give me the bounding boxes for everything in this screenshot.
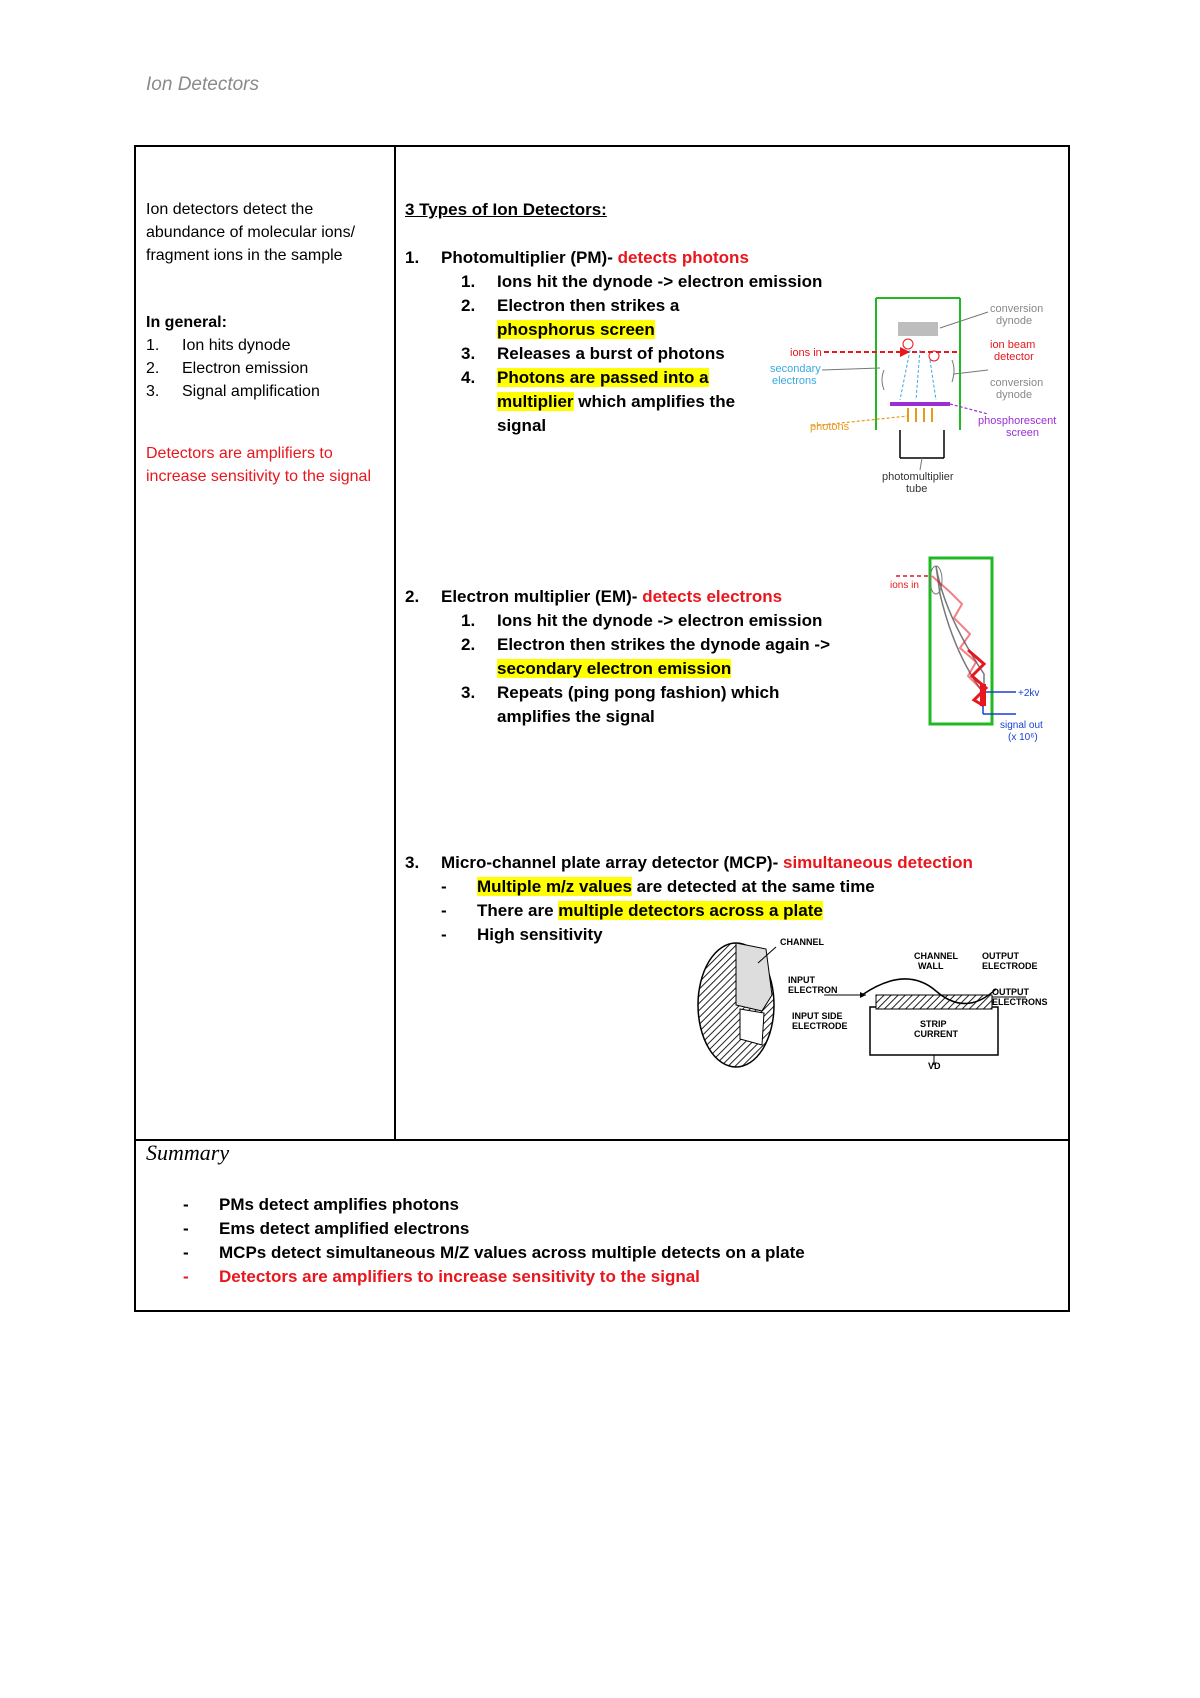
general-step bbox=[146, 334, 320, 357]
step-text: amplifies the signal bbox=[497, 707, 655, 726]
step-number: 2. bbox=[461, 296, 476, 315]
label-ion-beam: ion beam bbox=[990, 339, 1036, 351]
bullet-text: There are bbox=[477, 901, 559, 920]
label-conversion-dynode-top-2: dynode bbox=[996, 315, 1033, 327]
summary-text: Detectors are amplifiers to increase sensitivity to the signal bbox=[219, 1267, 700, 1286]
mcp-section bbox=[405, 851, 973, 947]
label-output-2: OUTPUT bbox=[992, 987, 1029, 997]
bullet-text: are detected at the same time bbox=[631, 877, 875, 896]
label-ions-in: ions in bbox=[790, 347, 822, 359]
bullet-dash: - bbox=[183, 1267, 189, 1286]
general-section bbox=[146, 311, 320, 403]
bullet-dash: - bbox=[183, 1219, 189, 1238]
step-text: which amplifies the bbox=[573, 392, 736, 411]
summary-text: PMs detect amplifies photons bbox=[219, 1195, 459, 1214]
em-title bbox=[405, 585, 830, 609]
left-note bbox=[146, 442, 371, 488]
label-input: INPUT bbox=[788, 975, 815, 985]
summary-text: MCPs detect simultaneous M/Z values across multiple detects on a plate bbox=[219, 1243, 805, 1262]
bullet-text: High sensitivity bbox=[477, 925, 603, 944]
highlight-text: phosphorus screen bbox=[497, 320, 655, 339]
summary-divider bbox=[136, 1139, 1068, 1141]
label-signal-out: signal out bbox=[1000, 720, 1043, 731]
em-name: Electron multiplier (EM)- bbox=[441, 587, 638, 606]
label-output: OUTPUT bbox=[982, 951, 1019, 961]
types-heading: 3 Types of Ion Detectors: bbox=[405, 200, 607, 219]
step-text: signal bbox=[497, 416, 547, 435]
label-channel-wall: CHANNEL bbox=[914, 951, 958, 961]
em-section bbox=[405, 585, 830, 729]
step-text: Electron emission bbox=[182, 360, 309, 377]
label-wall: WALL bbox=[918, 961, 944, 971]
page-title: Ion Detectors bbox=[146, 74, 259, 95]
step-text: Repeats (ping pong fashion) which bbox=[497, 683, 780, 702]
electron-multiplier-diagram bbox=[884, 554, 1070, 752]
label-phosphorescent: phosphorescent bbox=[978, 415, 1057, 427]
label-channel: CHANNEL bbox=[780, 937, 824, 947]
step-text: Signal amplification bbox=[182, 383, 320, 400]
label-strip: STRIP bbox=[920, 1019, 947, 1029]
pm-name: Photomultiplier (PM)- bbox=[441, 248, 613, 267]
highlight-text: Photons are passed into a bbox=[497, 368, 709, 387]
column-divider bbox=[394, 147, 396, 1141]
bullet-dash: - bbox=[441, 901, 447, 920]
step-number: 3. bbox=[461, 344, 476, 363]
em-tag: detects electrons bbox=[642, 587, 783, 606]
em-step bbox=[461, 681, 830, 705]
note-line: Detectors are amplifiers to bbox=[146, 445, 333, 462]
general-step bbox=[146, 357, 320, 380]
step-number: 2. bbox=[146, 360, 160, 377]
label-output-electrons: ELECTRONS bbox=[992, 997, 1048, 1007]
em-step-cont bbox=[461, 657, 830, 681]
label-gain: (x 10⁶) bbox=[1008, 732, 1038, 743]
summary-text: Ems detect amplified electrons bbox=[219, 1219, 470, 1238]
label-input-side-electrode: ELECTRODE bbox=[792, 1021, 848, 1031]
label-vd: VD bbox=[928, 1061, 941, 1070]
step-number: 1. bbox=[461, 611, 476, 630]
step-number: 2. bbox=[461, 635, 476, 654]
summary-title: Summary bbox=[146, 1140, 230, 1165]
step-number: 3. bbox=[461, 683, 476, 702]
step-text: Electron then strikes the dynode again -> bbox=[497, 635, 830, 654]
highlight-text: secondary electron emission bbox=[497, 659, 732, 678]
step-text: Ions hit the dynode -> electron emission bbox=[497, 611, 823, 630]
mcp-bullet bbox=[441, 875, 973, 899]
mcp-bullet bbox=[441, 899, 973, 923]
em-number: 2. bbox=[405, 587, 420, 606]
mcp-name: Micro-channel plate array detector (MCP)- bbox=[441, 853, 779, 872]
step-number: 4. bbox=[461, 368, 476, 387]
em-step-cont bbox=[461, 705, 830, 729]
intro-line: abundance of molecular ions/ bbox=[146, 224, 356, 241]
mcp-number: 3. bbox=[405, 853, 420, 872]
mcp-title bbox=[405, 851, 973, 875]
label-input-side: INPUT SIDE bbox=[792, 1011, 843, 1021]
label-screen: screen bbox=[1006, 427, 1040, 439]
bullet-dash: - bbox=[441, 925, 447, 944]
label-conversion-dynode-bottom-2: dynode bbox=[996, 389, 1033, 401]
label-tube: tube bbox=[906, 483, 928, 495]
step-text: Ions hit the dynode -> electron emission bbox=[497, 272, 823, 291]
intro-line: fragment ions in the sample bbox=[146, 247, 343, 264]
mcp-diagram bbox=[696, 935, 1056, 1070]
label-conversion-dynode-top: conversion bbox=[990, 303, 1044, 315]
pm-tag: detects photons bbox=[617, 248, 749, 267]
step-text: Releases a burst of photons bbox=[497, 344, 725, 363]
step-number: 1. bbox=[461, 272, 476, 291]
label-secondary: secondary bbox=[770, 363, 821, 375]
pm-number: 1. bbox=[405, 248, 420, 267]
em-steps bbox=[405, 609, 830, 729]
intro-line: Ion detectors detect the bbox=[146, 201, 314, 218]
highlight-text: Multiple m/z values bbox=[477, 877, 632, 896]
general-step bbox=[146, 380, 320, 403]
label-conversion-dynode-bottom: conversion bbox=[990, 377, 1044, 389]
step-number: 3. bbox=[146, 383, 160, 400]
highlight-text: multiplier bbox=[497, 392, 574, 411]
summary-list bbox=[183, 1193, 805, 1289]
bullet-dash: - bbox=[441, 877, 447, 896]
bullet-dash: - bbox=[183, 1243, 189, 1262]
general-label: In general: bbox=[146, 314, 227, 331]
pm-title bbox=[405, 246, 822, 270]
label-plus-2kv: +2kv bbox=[1018, 688, 1040, 699]
em-step bbox=[461, 633, 830, 657]
highlight-text: multiple detectors across a plate bbox=[558, 901, 823, 920]
summary-item bbox=[183, 1193, 805, 1217]
label-detector: detector bbox=[994, 351, 1034, 363]
label-input-electron: ELECTRON bbox=[788, 985, 838, 995]
note-line: increase sensitivity to the signal bbox=[146, 468, 371, 485]
em-step bbox=[461, 609, 830, 633]
label-photons: photons bbox=[810, 421, 850, 433]
bullet-dash: - bbox=[183, 1195, 189, 1214]
step-number: 1. bbox=[146, 337, 160, 354]
label-electrons: electrons bbox=[772, 375, 817, 387]
step-text: Electron then strikes a bbox=[497, 296, 680, 315]
label-electrode: ELECTRODE bbox=[982, 961, 1038, 971]
label-photomultiplier: photomultiplier bbox=[882, 471, 954, 483]
left-intro bbox=[146, 198, 355, 267]
summary-item bbox=[183, 1265, 805, 1289]
summary-item bbox=[183, 1241, 805, 1265]
step-text: Ion hits dynode bbox=[182, 337, 291, 354]
summary-item bbox=[183, 1217, 805, 1241]
mcp-tag: simultaneous detection bbox=[782, 853, 973, 872]
photomultiplier-diagram bbox=[760, 290, 1070, 500]
label-ions-in: ions in bbox=[890, 580, 919, 591]
label-current: CURRENT bbox=[914, 1029, 958, 1039]
